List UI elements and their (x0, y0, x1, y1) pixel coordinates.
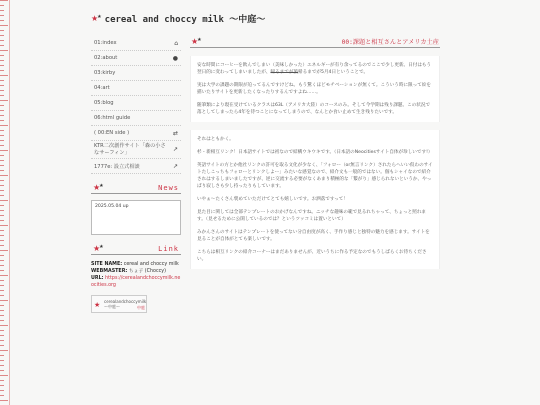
link-icon: ⇄ (172, 129, 178, 137)
ruler-tick (0, 255, 4, 256)
ruler-tick (0, 320, 4, 321)
nav-item-1777e[interactable] (91, 159, 181, 174)
ruler-tick (0, 225, 8, 226)
ruler-tick (0, 145, 4, 146)
ruler-tick (0, 5, 4, 6)
ruler-tick (0, 295, 4, 296)
post-card-1 (190, 56, 440, 122)
nav-item-art[interactable] (91, 81, 181, 96)
ruler-tick (0, 200, 8, 201)
star-icon: ★ (94, 301, 101, 309)
paragraph: 安な時間にコーヒーを飲んでしまい（美味しかった）エネルギーが有り余ってるのでここで少し更新。日付はもう翌日的に変わってしまいましたが、帰るまでが旅帰るまでが5月4日ということで。 (197, 63, 432, 75)
ruler-tick (0, 360, 4, 361)
page-ruler (0, 0, 10, 405)
ruler-tick (0, 325, 8, 326)
nav-item-about[interactable] (91, 51, 181, 66)
ruler-tick (0, 285, 4, 286)
nav-label: ( 00:EN side ) (94, 130, 130, 136)
external-link-icon: ↗ (172, 146, 178, 153)
ruler-tick (0, 45, 4, 46)
nav-label: 06:html guide (94, 115, 131, 121)
ruler-tick (0, 120, 4, 121)
star-icon: ★★ (191, 37, 201, 46)
ruler-tick (0, 105, 4, 106)
webmaster-name: ちょ子 (Choccy) (128, 269, 166, 274)
ruler-tick (0, 230, 4, 231)
paragraph: 随筆類により現在受けているクラスは63L（アメリカ大陸）のコースのみ。そして今学期は残り課題。この状況で落としてしまったら4年を待つことになってしまうので、なんとか食い止めて生き残りたいです。 (197, 103, 431, 115)
ruler-tick (0, 180, 4, 181)
ruler-tick (0, 75, 8, 76)
ruler-tick (0, 250, 8, 251)
site-name-label: SITE NAME: (91, 262, 123, 267)
ruler-tick (0, 110, 4, 111)
main-content (190, 36, 440, 269)
nav-label: 05:blog (94, 100, 114, 106)
ruler-tick (0, 10, 4, 11)
ruler-tick (0, 115, 4, 116)
ruler-tick (0, 210, 4, 211)
ruler-tick (0, 90, 4, 91)
paragraph: みかんさんのサイトはテンプレートを使ってない分自由度が高く、手作り感じと独特の魅力を感じます。サイトを見ることが自体がとても楽しいです。 (197, 230, 430, 242)
post-heading (190, 36, 440, 48)
ruler-tick (0, 390, 4, 391)
site-header (91, 10, 265, 26)
ruler-tick (0, 350, 8, 351)
ruler-tick (0, 35, 4, 36)
paragraph: 杉・新相互リンク！日本語サイトでは初なので結構ウキウキです。（日本語のNeocitiesサイト自体が珍しいです!） (197, 150, 433, 155)
ruler-tick (0, 25, 8, 26)
ruler-tick (0, 380, 4, 381)
ruler-tick (0, 220, 4, 221)
ruler-tick (0, 355, 4, 356)
nav-item-html-guide[interactable] (91, 111, 181, 126)
ruler-tick (0, 70, 4, 71)
ruler-tick (0, 400, 8, 401)
news-entry: 2025.05.04 up (95, 204, 129, 209)
post-card-2 (190, 130, 440, 269)
paragraph: いやぁ〜たくさん褒めていただけてとても嬉しいです。お洒落ですって！ (197, 197, 348, 202)
ruler-tick (0, 175, 8, 176)
ruler-tick (0, 280, 4, 281)
ruler-tick (0, 330, 4, 331)
ruler-tick (0, 235, 4, 236)
nav-label: 1777e: 設立式相談 (94, 163, 140, 170)
nav-label: 03:kirby (94, 70, 116, 76)
ruler-tick (0, 130, 4, 131)
ruler-tick (0, 365, 4, 366)
news-box[interactable] (91, 200, 181, 235)
ruler-tick (0, 310, 4, 311)
link-heading-label: Link (158, 244, 179, 253)
ruler-tick (0, 165, 4, 166)
ruler-tick (0, 15, 4, 16)
nav-item-index[interactable] (91, 36, 181, 51)
banner-tag: 中庭 (137, 305, 145, 310)
user-icon: ● (172, 54, 178, 62)
nav-item-en-side[interactable] (91, 126, 181, 141)
nav-item-kirby[interactable] (91, 66, 181, 81)
link-heading (91, 243, 181, 255)
paragraph: それはともかく。 (197, 137, 234, 142)
news-heading-label: News (158, 183, 179, 192)
banner-line-2: 〜中庭〜 (104, 304, 120, 309)
nav-label: KTR二次創作サイト「森の小さなサーフィン」 (94, 142, 166, 156)
ruler-tick (0, 205, 4, 206)
ruler-tick (0, 260, 4, 261)
ruler-tick (0, 85, 4, 86)
site-name: cereal and choccy milk (123, 262, 179, 267)
ruler-tick (0, 385, 4, 386)
ruler-tick (0, 185, 4, 186)
ruler-tick (0, 65, 4, 66)
nav-label: 01:index (94, 40, 117, 46)
ruler-tick (0, 170, 4, 171)
ruler-tick (0, 125, 8, 126)
star-icon: ★★ (93, 183, 103, 192)
ruler-tick (0, 215, 4, 216)
ruler-tick (0, 30, 4, 31)
ruler-tick (0, 395, 4, 396)
paragraph: 実は大学の課題の期限が迫ってるんですけどね。もう驚くほどモチベーションが無くて。こういう時に限って絵を描いたりサイトを更新したくなったりするんですよね……。 (197, 83, 432, 95)
site-title[interactable]: cereal and choccy milk 〜中庭〜 (104, 14, 266, 25)
ruler-tick (0, 290, 4, 291)
ruler-tick (0, 150, 8, 151)
post-title: 00:課題と相互さんとアメリカ土産 (341, 39, 439, 46)
news-heading (91, 182, 181, 194)
ruler-tick (0, 190, 4, 191)
nav-label: 04:art (94, 85, 110, 91)
nav-item-ktr-site[interactable] (91, 141, 181, 159)
ruler-tick (0, 265, 4, 266)
external-link-icon: ↗ (172, 162, 178, 170)
ruler-tick (0, 50, 8, 51)
home-icon: ⌂ (174, 39, 178, 47)
site-banner[interactable] (91, 295, 147, 313)
ruler-tick (0, 345, 4, 346)
ruler-tick (0, 60, 4, 61)
ruler-tick (0, 300, 8, 301)
ruler-tick (0, 20, 4, 21)
ruler-tick (0, 140, 4, 141)
ruler-tick (0, 240, 4, 241)
nav-label: 02:about (94, 55, 118, 61)
ruler-tick (0, 370, 4, 371)
star-logo-icon: ★★ (91, 13, 101, 23)
ruler-tick (0, 340, 4, 341)
ruler-tick (0, 40, 4, 41)
ruler-tick (0, 245, 4, 246)
ruler-tick (0, 375, 8, 376)
banner-line-1: cerealandchoccymilk (104, 299, 147, 304)
ruler-tick (0, 335, 4, 336)
site-url-link[interactable]: https://cerealandchoccymilk.neocities.org (91, 276, 181, 288)
paragraph: 見た目に関しては全部テンプレートのおかげなんですね。ニッチな趣味の範で見るれちゃって、ちょっと照れます。（見せるために公開しているのでは？というツッコミは置いといて） (197, 210, 427, 222)
ruler-tick (0, 195, 4, 196)
ruler-tick (0, 80, 4, 81)
ruler-tick (0, 55, 4, 56)
ruler-tick (0, 315, 4, 316)
ruler-tick (0, 95, 4, 96)
ruler-tick (0, 305, 4, 306)
ruler-tick (0, 100, 8, 101)
url-label: URL: (91, 276, 104, 281)
star-icon: ★★ (93, 244, 103, 253)
nav-item-blog[interactable] (91, 96, 181, 111)
paragraph: こちらは相互リンクの紹介コーナーはまだありませんが、近いうちに作る予定なのでもうしばらくお待ちください。 (197, 250, 427, 262)
paragraph: 英語サイトの方とか他社リンクの許可を取る文化が少なく、「フォロー（or無言リンク）されたらへいい仮わのサイトたしこっちもフォローとリンクしよー」みたいな感覚なので、紹介文も一般的ではない。個もシャイなので紹介されはするしまいましたですが、逆に交流する必要がなくあまり積極的な「繋がり」感じられないというか、やっぱり寂しさも少し持ったりもしています。 (197, 163, 433, 189)
ruler-tick (0, 160, 4, 161)
ruler-tick (0, 270, 4, 271)
ruler-tick (0, 155, 4, 156)
ruler-tick (0, 0, 8, 1)
webmaster-label: WEBMASTER: (91, 269, 128, 274)
ruler-tick (0, 275, 8, 276)
link-info (91, 261, 181, 289)
sidebar (91, 36, 181, 313)
ruler-tick (0, 135, 4, 136)
